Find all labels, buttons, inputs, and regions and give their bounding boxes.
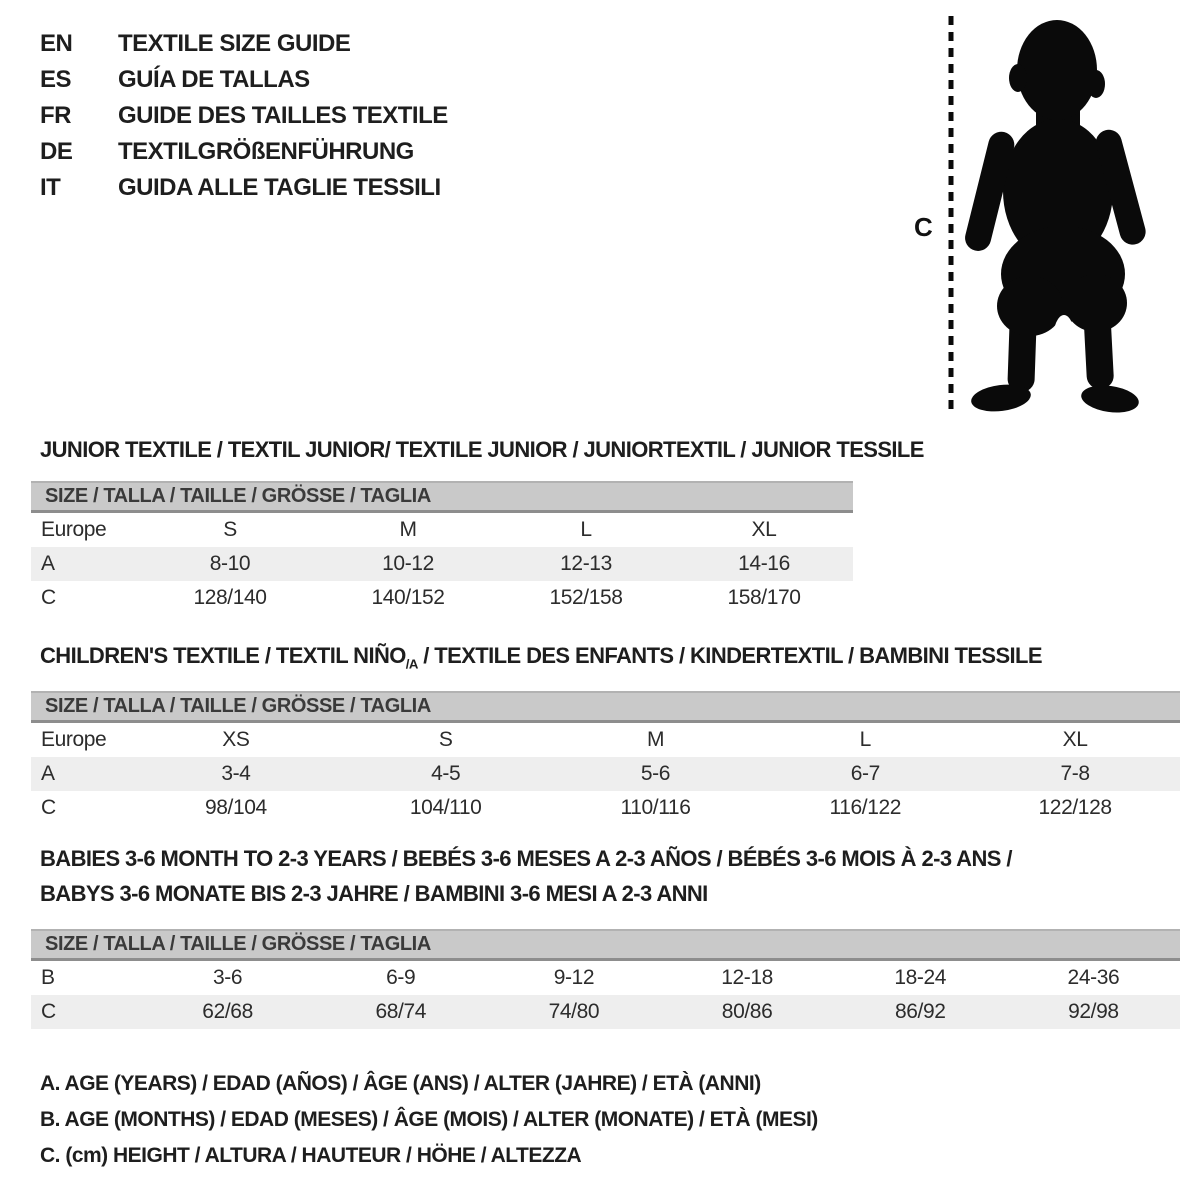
row-label: Europe (41, 518, 107, 541)
age-value: 6-7 (850, 762, 880, 785)
table-row-age-years (31, 757, 1180, 791)
language-row-it (40, 170, 448, 206)
height-value: 158/170 (727, 586, 801, 609)
height-value: 116/122 (829, 796, 902, 819)
age-months-value: 18-24 (894, 966, 947, 989)
babies-size-header-bar (31, 929, 1180, 961)
children-heading-pre: CHILDREN'S TEXTILE / TEXTIL NIÑO (40, 643, 406, 668)
language-title-list (40, 26, 448, 206)
height-value: 68/74 (375, 1000, 427, 1023)
size-value: XL (1062, 728, 1088, 751)
size-value: S (223, 518, 237, 541)
baby-silhouette (898, 6, 1160, 424)
junior-size-header-bar (31, 481, 853, 513)
height-value: 86/92 (894, 1000, 946, 1023)
height-value: 128/140 (193, 586, 267, 609)
age-value: 7-8 (1060, 762, 1090, 785)
language-row-es (40, 62, 448, 98)
height-value: 74/80 (548, 1000, 600, 1023)
height-measure-label: C (914, 212, 933, 242)
table-row-age-years (31, 547, 853, 581)
junior-section-heading: JUNIOR TEXTILE / TEXTIL JUNIOR/ TEXTILE JUNIOR / JUNIORTEXTIL / JUNIOR TESSILE (40, 437, 924, 462)
row-label: A (41, 762, 55, 785)
row-label: C (41, 1000, 56, 1023)
children-size-header-bar (31, 691, 1180, 723)
height-value: 80/86 (721, 1000, 773, 1023)
measure-legend (40, 1066, 818, 1174)
children-heading-subscript: /A (405, 656, 418, 672)
language-code: FR (40, 102, 71, 129)
table-row-height-cm (31, 995, 1180, 1029)
table-row-europe (31, 723, 1180, 757)
size-header-label: SIZE / TALLA / TAILLE / GRÖSSE / TAGLIA (45, 485, 431, 507)
table-row-age-months (31, 961, 1180, 995)
size-value: M (646, 728, 665, 751)
table-row-height-cm (31, 791, 1180, 825)
guide-title-de: TEXTILGRÖßENFÜHRUNG (118, 138, 414, 165)
height-value: 62/68 (202, 1000, 253, 1023)
size-value: L (580, 518, 592, 541)
height-value: 104/110 (409, 796, 482, 819)
guide-title-it: GUIDA ALLE TAGLIE TESSILI (118, 174, 441, 201)
row-label: A (41, 552, 55, 575)
age-months-value: 3-6 (213, 966, 243, 989)
height-value: 98/104 (204, 796, 267, 819)
row-label: B (41, 966, 55, 989)
row-label: Europe (41, 728, 107, 751)
legend-line-a: A. AGE (YEARS) / EDAD (AÑOS) / ÂGE (ANS) / ALTER (JAHRE) / ETÀ (ANNI) (40, 1072, 761, 1095)
language-code: ES (40, 66, 72, 93)
table-row-height-cm (31, 581, 853, 615)
language-code: EN (40, 30, 73, 57)
age-value: 8-10 (209, 552, 251, 575)
legend-line-b: B. AGE (MONTHS) / EDAD (MESES) / ÂGE (MOIS) / ALTER (MONATE) / ETÀ (MESI) (40, 1108, 818, 1131)
guide-title-en: TEXTILE SIZE GUIDE (118, 30, 351, 57)
babies-section-heading-line2: BABYS 3-6 MONATE BIS 2-3 JAHRE / BAMBINI 3-6 MESI A 2-3 ANNI (40, 881, 708, 906)
height-value: 92/98 (1068, 1000, 1119, 1023)
guide-title-es: GUÍA DE TALLAS (118, 66, 310, 93)
language-code: DE (40, 138, 73, 165)
children-section-heading (40, 643, 1042, 671)
baby-figure-area (898, 6, 1160, 424)
age-value: 4-5 (431, 762, 461, 785)
height-value: 122/128 (1038, 796, 1112, 819)
size-value: L (859, 728, 871, 751)
guide-title-fr: GUIDE DES TAILLES TEXTILE (118, 102, 448, 129)
age-value: 10-12 (382, 552, 434, 575)
language-row-en (40, 26, 448, 62)
size-header-label: SIZE / TALLA / TAILLE / GRÖSSE / TAGLIA (45, 695, 431, 717)
language-row-fr (40, 98, 448, 134)
legend-line-c: C. (cm) HEIGHT / ALTURA / HAUTEUR / HÖHE / ALTEZZA (40, 1144, 582, 1167)
children-size-table (31, 691, 1180, 825)
age-months-value: 6-9 (386, 966, 416, 989)
size-header-label: SIZE / TALLA / TAILLE / GRÖSSE / TAGLIA (45, 933, 431, 955)
size-value: M (399, 518, 417, 541)
row-label: C (41, 796, 56, 819)
age-months-value: 9-12 (553, 966, 595, 989)
language-code: IT (40, 174, 61, 201)
age-months-value: 24-36 (1067, 966, 1120, 989)
height-value: 110/116 (620, 796, 691, 819)
age-value: 5-6 (640, 762, 671, 785)
table-row-europe (31, 513, 853, 547)
height-value: 140/152 (371, 586, 445, 609)
size-value: S (438, 728, 453, 751)
age-value: 14-16 (738, 552, 790, 575)
size-value: XL (751, 518, 777, 541)
babies-size-table (31, 929, 1180, 1029)
age-months-value: 12-18 (721, 966, 773, 989)
height-value: 152/158 (549, 586, 623, 609)
children-heading-post: / TEXTILE DES ENFANTS / KINDERTEXTIL / BAMBINI TESSILE (417, 643, 1042, 668)
row-label: C (41, 586, 56, 609)
junior-size-table (31, 481, 853, 615)
babies-section-heading-line1: BABIES 3-6 MONTH TO 2-3 YEARS / BEBÉS 3-6 MESES A 2-3 AÑOS / BÉBÉS 3-6 MOIS À 2-3 ANS / (40, 846, 1012, 871)
size-value: XS (222, 728, 250, 751)
language-row-de (40, 134, 448, 170)
age-value: 3-4 (221, 762, 251, 785)
age-value: 12-13 (560, 552, 612, 575)
